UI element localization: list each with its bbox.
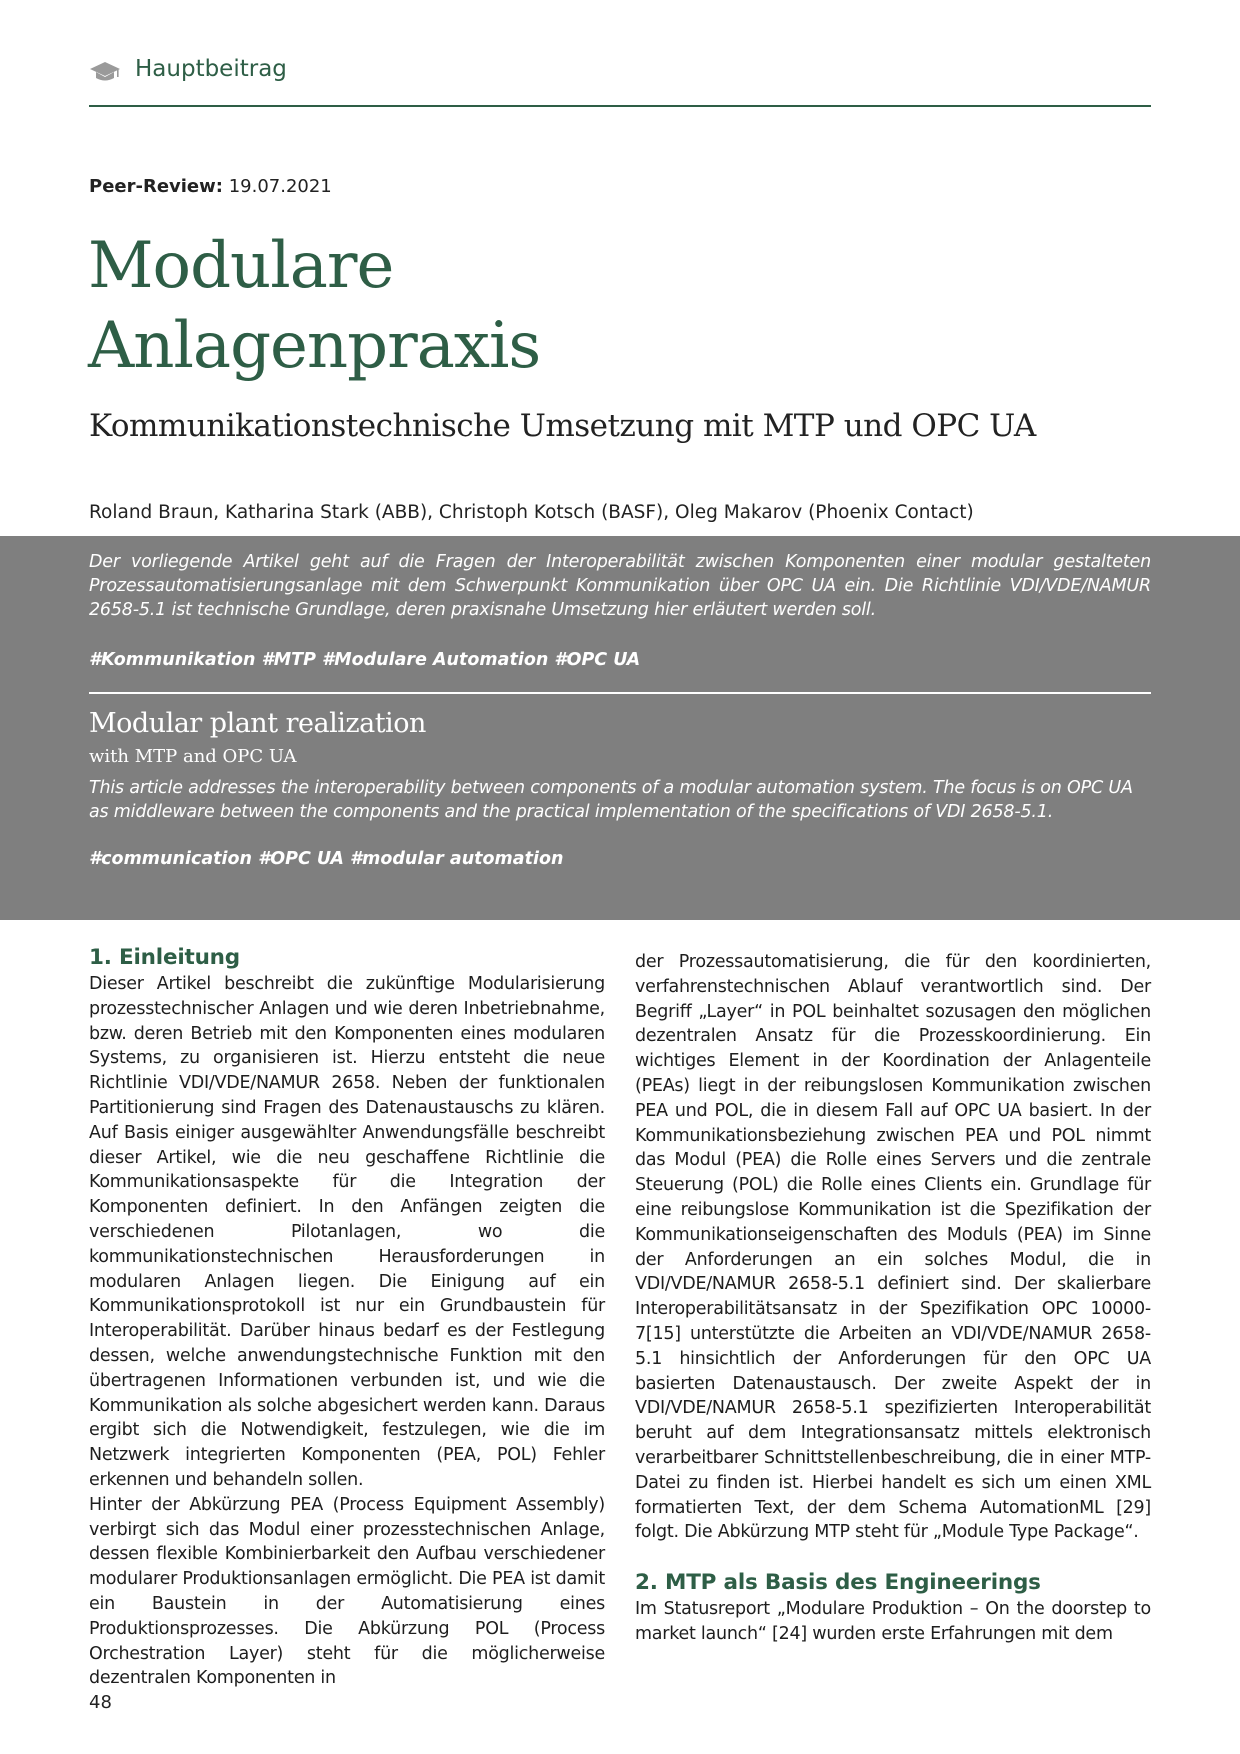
section-label: Hauptbeitrag <box>135 56 287 82</box>
peer-review-line <box>89 176 332 197</box>
body-column-left <box>89 944 605 1691</box>
english-title: Modular plant realization <box>89 708 426 739</box>
article-title-line-1: Modulare <box>88 229 394 303</box>
abstract-box <box>0 536 1240 920</box>
section-2-paragraph-1: Im Statusreport „Modulare Produktion – On the doorstep to market launch“ [24] wurden erste Erfahrungen mit dem <box>635 1599 1151 1644</box>
peer-review-date: 19.07.2021 <box>228 176 332 197</box>
article-title-line-2: Anlagenpraxis <box>88 309 541 383</box>
page-number: 48 <box>89 1692 112 1713</box>
section-2-heading: 2. MTP als Basis des Engineerings <box>635 1570 1041 1596</box>
authors: Roland Braun, Katharina Stark (ABB), Christoph Kotsch (BASF), Oleg Makarov (Phoenix Contact) <box>89 502 974 523</box>
peer-review-label: Peer-Review: <box>89 176 223 197</box>
body-column-right <box>635 950 1151 1647</box>
page-header <box>89 54 1151 107</box>
article-subtitle: Kommunikationstechnische Umsetzung mit MTP und OPC UA <box>89 408 1036 444</box>
tags-english: #communication #OPC UA #modular automation <box>89 849 564 869</box>
section-1-paragraph-1: Dieser Artikel beschreibt die zukünftige Modularisierung prozesstechnischer Anlagen und wie deren Inbetriebnahme, bzw. deren Betrieb mit den Komponenten eines modularen Systems, zu organisieren ist. Hierzu entsteht die neue Richtlinie VDI/VDE/NAMUR 2658. Neben der funktionalen Partitionierung sind Fragen des Datenaustauschs zu klären. Auf Basis einiger ausgewählter Anwendungsfälle beschreibt dieser Artikel, wie die neu geschaffene Richtlinie die Kommunikationsaspekte für die Integration der Komponenten definiert. In den Anfängen zeigten die verschiedenen Pilotanlagen, wo die kommunikationstechnischen Herausforderungen in modularen Anlagen liegen. Die Einigung auf ein Kommunikationsprotokoll ist nur ein Grundbaustein für Interoperabilität. Darüber hinaus bedarf es der Festlegung dessen, welche anwendungstechnische Funktion mit den übertragenen Informationen verbunden ist, und wie die Kommunikation als solche abgesichert werden kann. Daraus ergibt sich die Notwendigkeit, festzulegen, wie die im Netzwerk integrierten Komponenten (PEA, POL) Fehler erkennen und behandeln sollen. <box>89 974 605 1490</box>
tags-german: #Kommunikation #MTP #Modulare Automation #OPC UA <box>89 650 641 670</box>
english-subtitle: with MTP and OPC UA <box>89 746 297 767</box>
article-title <box>88 226 540 386</box>
abstract-divider <box>89 692 1151 694</box>
section-1-heading: 1. Einleitung <box>89 945 240 970</box>
graduation-cap-icon <box>89 60 121 84</box>
section-1-paragraph-2: Hinter der Abkürzung PEA (Process Equipment Assembly) verbirgt sich das Modul einer prozesstechnischen Anlage, dessen flexible Kombinierbarkeit den Aufbau verschiedener modularer Produktionsanlagen ermöglicht. Die PEA ist damit ein Baustein in der Automatisierung eines Produktionsprozesses. Die Abkürzung POL (Process Orchestration Layer) steht für die möglicherweise dezentralen Komponenten in <box>89 1494 605 1689</box>
section-1-paragraph-3: der Prozessautomatisierung, die für den koordinierten, verfahrenstechnischen Ablauf verantwortlich sind. Der Begriff „Layer“ in POL beinhaltet sozusagen den möglichen dezentralen Ansatz für die Prozesskoordinierung. Ein wichtiges Element in der Koordination der Anlagenteile (PEAs) liegt in der reibungslosen Kommunikation zwischen PEA und POL, die in diesem Fall auf OPC UA basiert. In der Kommunikationsbeziehung zwischen PEA und POL nimmt das Modul (PEA) die Rolle eines Servers und die zentrale Steuerung (POL) die Rolle eines Clients ein. Grundlage für eine reibungslose Kommunikation ist die Spezifikation der Kommunikationseigenschaften des Moduls (PEA) im Sinne der Anforderungen an ein solches Modul, die in VDI/VDE/NAMUR 2658-5.1 definiert sind. Der skalierbare Interoperabilitätsansatz in der Spezifikation OPC 10000-7[15] unterstützte die Arbeiten an VDI/VDE/NAMUR 2658-5.1 hinsichtlich der Anforderungen für den OPC UA basierten Datenaustausch. Der zweite Aspekt der in VDI/VDE/NAMUR 2658-5.1 spezifizierten Interoperabilität beruht auf dem Integrationsansatz mittels elektronisch verarbeitbarer Schnittstellenbeschreibung, die in einer MTP-Datei zu finden ist. Hierbei handelt es sich um einen XML formatierten Text, der dem Schema AutomationML [29] folgt. Die Abkürzung MTP steht für „Module Type Package“. <box>635 952 1151 1543</box>
abstract-english: This article addresses the interoperability between components of a modular automation system. The focus is on OPC UA as middleware between the components and the practical implementation of the specifications of VDI 2658-5.1. <box>89 778 1133 822</box>
abstract-german: Der vorliegende Artikel geht auf die Fragen der Interoperabilität zwischen Komponenten einer modular gestalteten Prozessautomatisierungsanlage mit dem Schwerpunkt Kommunikation über OPC UA ein. Die Richtlinie VDI/VDE/NAMUR 2658-5.1 ist technische Grundlage, deren praxisnahe Umsetzung hier erläutert werden soll. <box>89 552 1151 620</box>
